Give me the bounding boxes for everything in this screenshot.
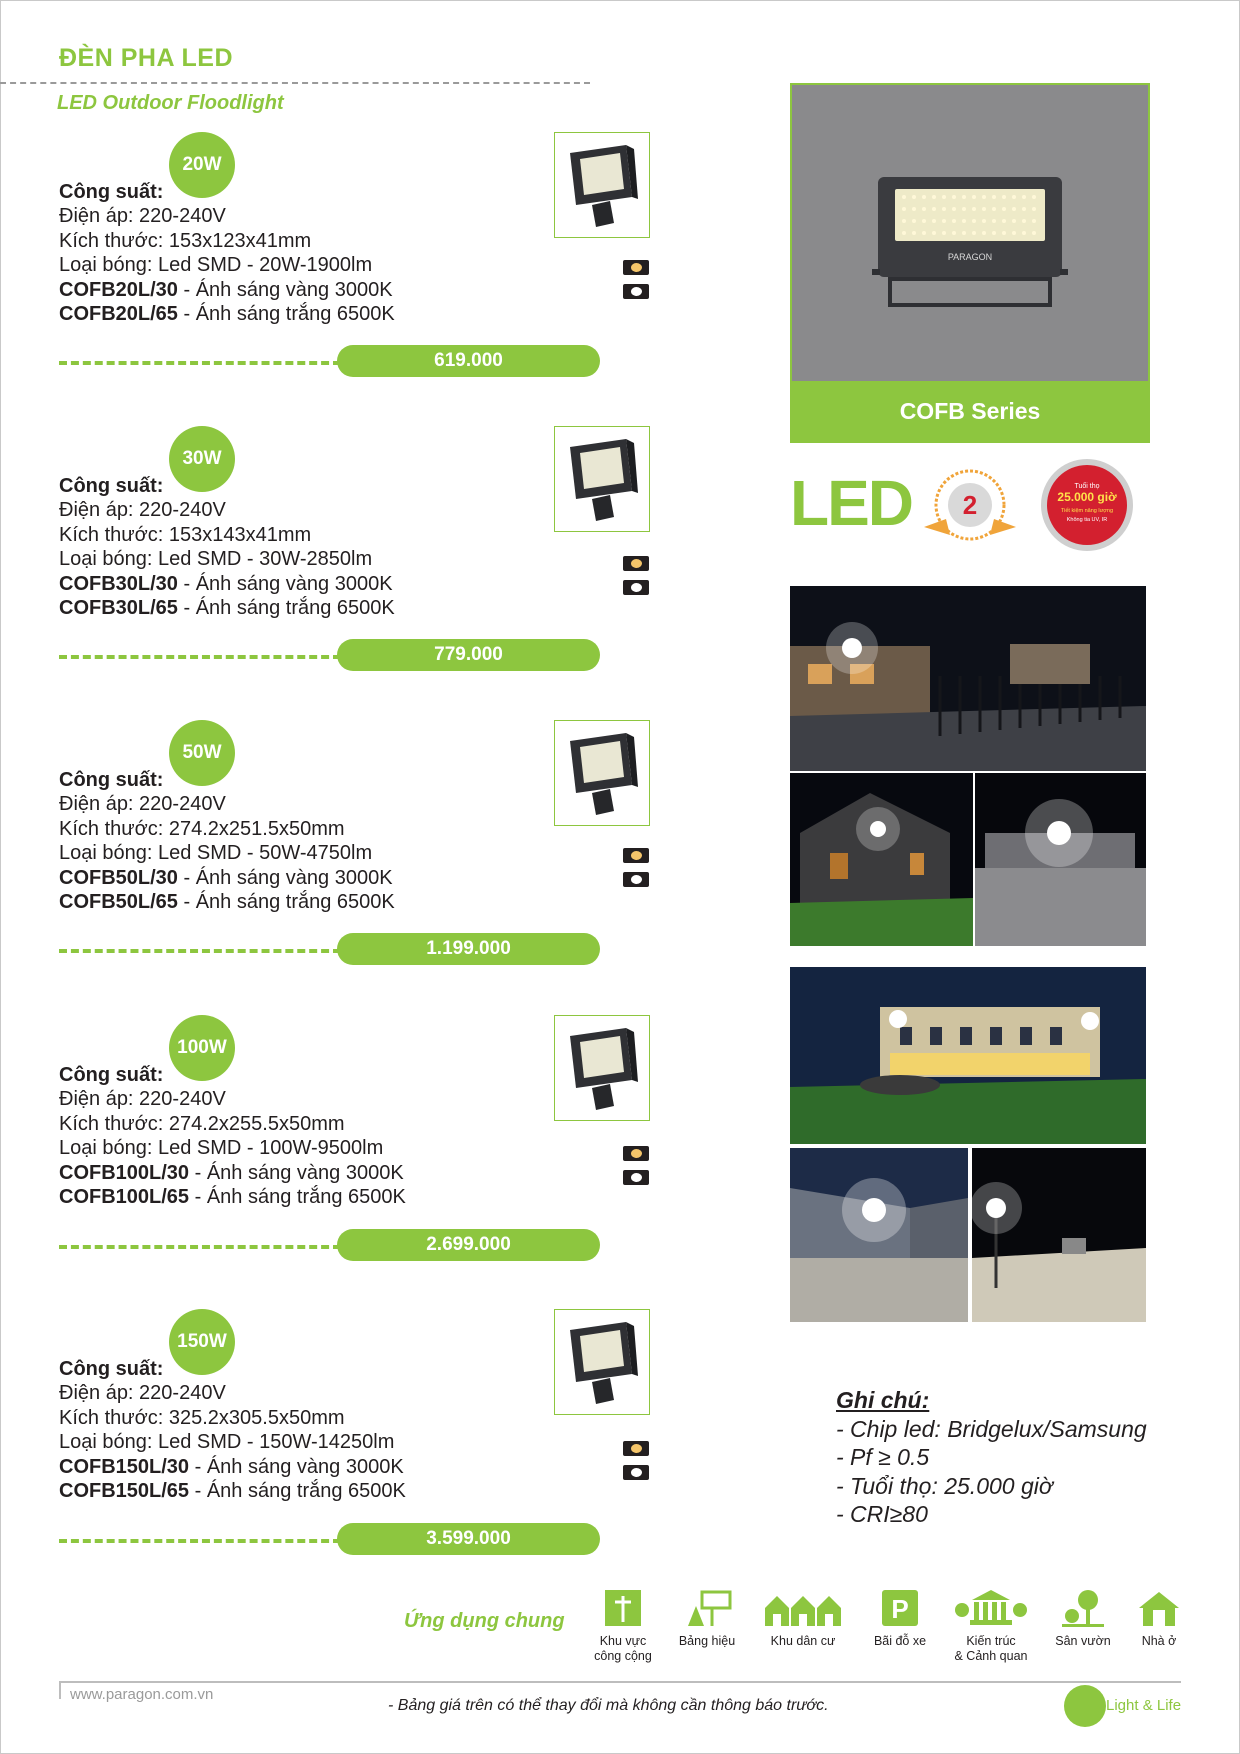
- product-block: [0, 132, 650, 392]
- warm-desc: - Ánh sáng vàng 3000K: [177, 866, 393, 889]
- warm-desc: - Ánh sáng vàng 3000K: [177, 572, 393, 595]
- note-item: - Chip led: Bridgelux/Samsung: [836, 1415, 1147, 1442]
- floodlight-thumbnail-icon: [562, 727, 642, 819]
- warm-code: COFB20L/30: [59, 278, 178, 301]
- warm-color-swatch: [623, 1441, 649, 1456]
- product-block: [0, 1309, 650, 1569]
- lifetime-line3: Không tia UV, IR: [1066, 517, 1108, 523]
- note-item: - Tuổi thọ: 25.000 giờ: [836, 1472, 1053, 1499]
- product-block: [0, 720, 650, 980]
- white-variant: [59, 890, 395, 914]
- floodlight-thumbnail-icon: [562, 433, 642, 525]
- warranty-badge-icon: [924, 471, 1016, 539]
- led-logo-icon: [790, 467, 912, 539]
- hero-product-image: [792, 85, 1148, 381]
- app-residential: [748, 1588, 858, 1649]
- app-billboard: [652, 1588, 762, 1649]
- warm-code: COFB50L/30: [59, 866, 178, 889]
- warm-color-swatch: [623, 556, 649, 571]
- white-color-swatch: [623, 1170, 649, 1185]
- price-leader-line: [59, 1245, 341, 1249]
- white-desc: - Ánh sáng trắng 6500K: [177, 303, 395, 326]
- parking-icon: [880, 1588, 920, 1628]
- garden-icon: [1058, 1588, 1108, 1628]
- product-block: [0, 426, 650, 686]
- white-desc: - Ánh sáng trắng 6500K: [189, 1480, 406, 1503]
- size-spec: Kích thước: 153x143x41mm: [59, 523, 312, 546]
- price-disclaimer: - Bảng giá trên có thể thay đổi mà không cần thông báo trước.: [388, 1697, 829, 1714]
- white-color-swatch: [623, 872, 649, 887]
- application-photo-house: [790, 773, 973, 946]
- white-code: COFB20L/65: [59, 303, 178, 326]
- product-specs: [59, 1063, 406, 1209]
- svg-text:P: P: [891, 1594, 909, 1624]
- page-subtitle: LED Outdoor Floodlight: [57, 92, 284, 114]
- app-label-line: công cộng: [594, 1649, 652, 1663]
- voltage-spec: Điện áp: 220-240V: [59, 499, 226, 522]
- series-hero: [790, 83, 1150, 443]
- bulb-spec: Loại bóng: Led SMD - 30W-2850lm: [59, 548, 373, 571]
- warm-variant: [59, 278, 395, 302]
- wattage-badge: 30W: [169, 426, 235, 492]
- white-color-swatch: [623, 284, 649, 299]
- product-specs: [59, 180, 395, 326]
- voltage-spec: Điện áp: 220-240V: [59, 793, 226, 816]
- wattage-badge: 20W: [169, 132, 235, 198]
- app-label: Nhà ở: [1141, 1634, 1177, 1648]
- price-tag: 779.000: [337, 639, 600, 671]
- architecture-icon: [954, 1588, 1028, 1628]
- house-icon: [1137, 1588, 1181, 1628]
- notes-title: Ghi chú:: [836, 1387, 930, 1413]
- white-variant: [59, 596, 395, 620]
- price-leader-line: [59, 655, 341, 659]
- white-color-swatch: [623, 580, 649, 595]
- lifetime-hours: 25.000 giờ: [1057, 490, 1117, 504]
- white-code: COFB50L/65: [59, 891, 178, 914]
- price-leader-line: [59, 949, 341, 953]
- floodlight-illustration: [792, 85, 1148, 381]
- size-spec: Kích thước: 274.2x251.5x50mm: [59, 817, 345, 840]
- bulb-spec: Loại bóng: Led SMD - 100W-9500lm: [59, 1137, 384, 1160]
- application-photo-gate: [790, 586, 1146, 771]
- warm-desc: - Ánh sáng vàng 3000K: [177, 278, 393, 301]
- white-desc: - Ánh sáng trắng 6500K: [177, 891, 395, 914]
- footer-divider-tick: [59, 1681, 61, 1699]
- app-label-line: & Cảnh quan: [954, 1649, 1028, 1663]
- price-tag: 2.699.000: [337, 1229, 600, 1261]
- white-variant: [59, 302, 395, 326]
- product-specs: [59, 1357, 406, 1503]
- wattage-badge: 50W: [169, 720, 235, 786]
- note-item: - CRI≥80: [836, 1501, 928, 1527]
- product-thumbnail: [554, 720, 650, 826]
- voltage-spec: Điện áp: 220-240V: [59, 1382, 226, 1405]
- white-desc: - Ánh sáng trắng 6500K: [189, 1186, 406, 1209]
- app-label: Bảng hiệu: [678, 1634, 736, 1648]
- floodlight-thumbnail-icon: [562, 1022, 642, 1114]
- product-specs: [59, 768, 395, 914]
- power-label: Công suất:: [59, 181, 164, 203]
- wattage-badge: 150W: [169, 1309, 235, 1375]
- warm-desc: - Ánh sáng vàng 3000K: [189, 1455, 404, 1478]
- white-variant: [59, 1479, 406, 1503]
- product-thumbnail: [554, 1015, 650, 1121]
- website-link[interactable]: www.paragon.com.vn: [70, 1686, 214, 1703]
- warm-variant: [59, 572, 395, 596]
- product-thumbnail: [554, 1309, 650, 1415]
- page-title: ĐÈN PHA LED: [59, 44, 234, 72]
- note-item: - Pf ≥ 0.5: [836, 1444, 930, 1470]
- led-logo-text: LED: [790, 467, 912, 539]
- white-code: COFB150L/65: [59, 1480, 190, 1503]
- white-code: COFB30L/65: [59, 597, 178, 620]
- white-code: COFB100L/65: [59, 1186, 190, 1209]
- warm-variant: [59, 866, 395, 890]
- size-spec: Kích thước: 153x123x41mm: [59, 229, 312, 252]
- price-tag: 1.199.000: [337, 933, 600, 965]
- white-variant: [59, 1185, 406, 1209]
- badges-graphic: [790, 455, 1146, 555]
- warranty-years: 2: [962, 490, 978, 520]
- power-label: Công suất:: [59, 475, 164, 497]
- warm-variant: [59, 1455, 406, 1479]
- app-label: Khu dân cư: [770, 1634, 836, 1648]
- application-photo-driveway: [975, 773, 1146, 946]
- size-spec: Kích thước: 274.2x255.5x50mm: [59, 1112, 345, 1135]
- product-thumbnail: [554, 426, 650, 532]
- lifetime-line1: Tuổi thọ: [1074, 483, 1100, 490]
- app-label-line: Kiến trúc: [966, 1634, 1016, 1648]
- product-thumbnail: [554, 132, 650, 238]
- feature-badges: [790, 455, 1146, 555]
- voltage-spec: Điện áp: 220-240V: [59, 1088, 226, 1111]
- application-photo-courtyard: [790, 1148, 968, 1322]
- notes-block: [836, 1386, 1147, 1529]
- app-label-line: Khu vực: [599, 1634, 647, 1648]
- application-photo-villa: [790, 967, 1146, 1144]
- price-tag: 3.599.000: [337, 1523, 600, 1555]
- brand-tagline: Light & Life: [1106, 1697, 1182, 1714]
- wattage-badge: 100W: [169, 1015, 235, 1081]
- floodlight-thumbnail-icon: [562, 139, 642, 231]
- series-label: COFB Series: [792, 381, 1148, 441]
- white-desc: - Ánh sáng trắng 6500K: [177, 597, 395, 620]
- power-label: Công suất:: [59, 1358, 164, 1380]
- bulb-spec: Loại bóng: Led SMD - 150W-14250lm: [59, 1431, 395, 1454]
- app-house: [1104, 1588, 1214, 1649]
- brand-logo: [1062, 1685, 1182, 1729]
- warm-code: COFB150L/30: [59, 1455, 190, 1478]
- floodlight-thumbnail-icon: [562, 1316, 642, 1408]
- public-area-icon: [603, 1588, 643, 1628]
- app-label: Sân vườn: [1055, 1634, 1111, 1648]
- bulb-spec: Loại bóng: Led SMD - 20W-1900lm: [59, 254, 373, 277]
- power-label: Công suất:: [59, 1064, 164, 1086]
- power-label: Công suất:: [59, 769, 164, 791]
- warm-code: COFB30L/30: [59, 572, 178, 595]
- product-block: [0, 1015, 650, 1275]
- product-specs: [59, 474, 395, 620]
- bulb-spec: Loại bóng: Led SMD - 50W-4750lm: [59, 842, 373, 865]
- footer-divider: [59, 1681, 1181, 1683]
- app-label: Bãi đỗ xe: [873, 1634, 927, 1648]
- lifetime-badge-icon: [1041, 459, 1133, 551]
- warm-code: COFB100L/30: [59, 1161, 190, 1184]
- price-tag: 619.000: [337, 345, 600, 377]
- size-spec: Kích thước: 325.2x305.5x50mm: [59, 1406, 345, 1429]
- warm-desc: - Ánh sáng vàng 3000K: [189, 1161, 404, 1184]
- lifetime-line2: Tiết kiệm năng lượng: [1060, 508, 1114, 514]
- billboard-icon: [682, 1588, 732, 1628]
- price-leader-line: [59, 1539, 341, 1543]
- application-photo-court: [972, 1148, 1146, 1322]
- hero-fixture-brand: PARAGON: [947, 252, 993, 262]
- warm-color-swatch: [623, 848, 649, 863]
- title-divider: [0, 82, 590, 84]
- warm-color-swatch: [623, 260, 649, 275]
- voltage-spec: Điện áp: 220-240V: [59, 205, 226, 228]
- warm-variant: [59, 1161, 406, 1185]
- logo-circle-icon: [1064, 1685, 1106, 1727]
- applications-title: Ứng dụng chung: [404, 1610, 565, 1632]
- warm-color-swatch: [623, 1146, 649, 1161]
- white-color-swatch: [623, 1465, 649, 1480]
- price-leader-line: [59, 361, 341, 365]
- residential-icon: [763, 1588, 843, 1628]
